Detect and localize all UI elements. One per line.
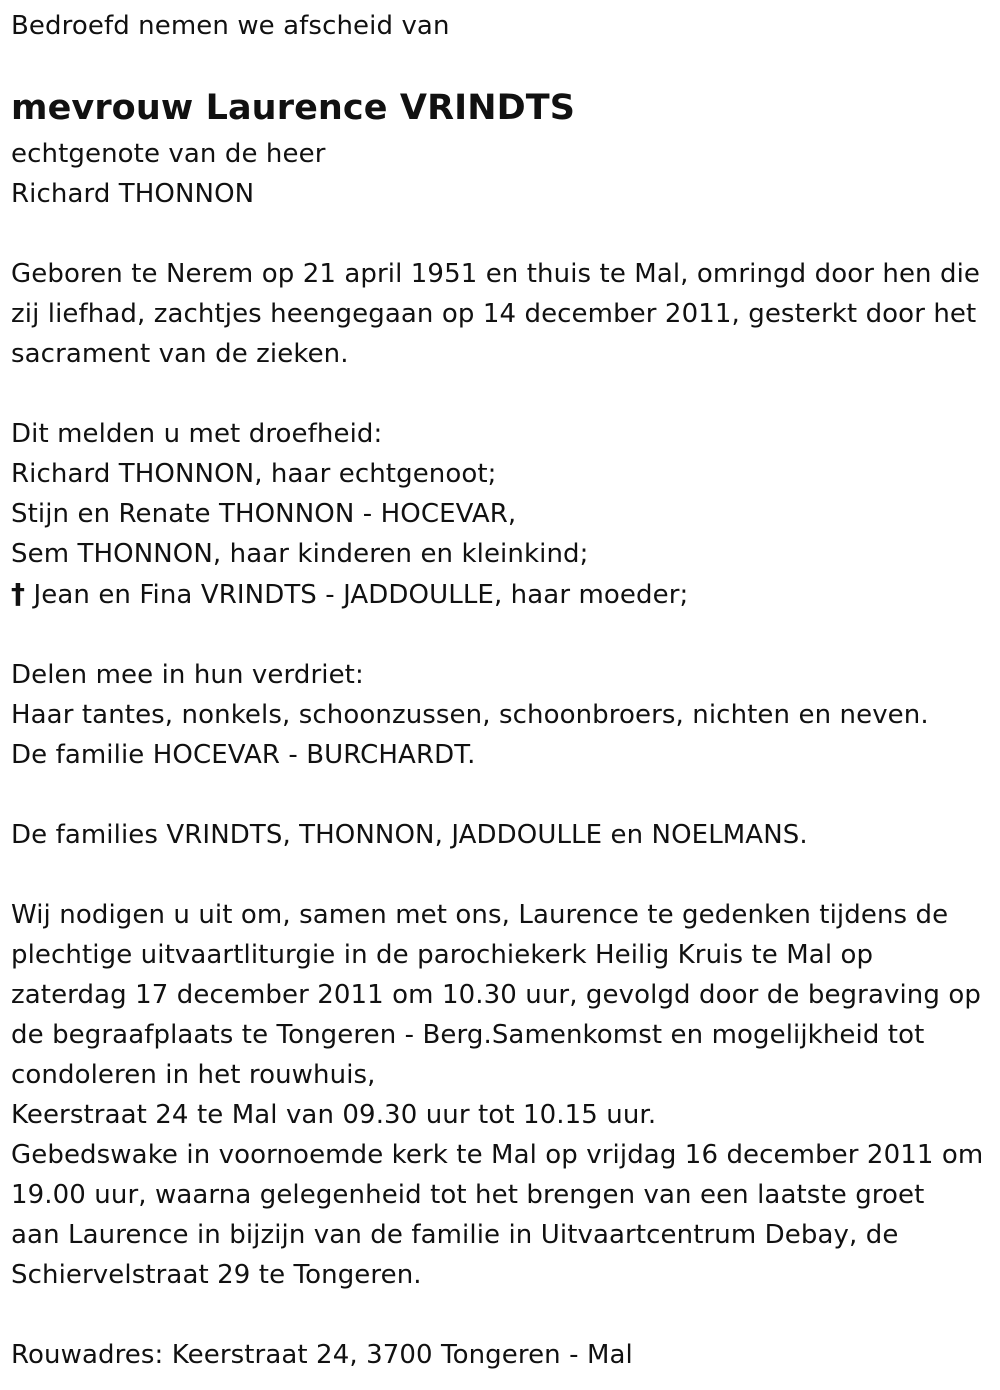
- deceased-parents-line: [11, 574, 991, 615]
- deceased-parents-text: Jean en Fina VRINDTS - JADDOULLE, haar moeder;: [33, 580, 689, 610]
- invitation-line: de begraafplaats te Tongeren - Berg.Samenkomst en mogelijkheid tot: [11, 1020, 925, 1050]
- families-line: De families VRINDTS, THONNON, JADDOULLE en NOELMANS.: [11, 820, 808, 850]
- relation-line-2: Richard THONNON: [11, 179, 255, 209]
- relation-line-1: echtgenote van de heer: [11, 139, 326, 169]
- obituary-notice: [11, 0, 991, 1375]
- invitation-line: plechtige uitvaartliturgie in de parochiekerk Heilig Kruis te Mal op: [11, 940, 874, 970]
- invitation-line: aan Laurence in bijzijn van de familie in Uitvaartcentrum Debay, de: [11, 1220, 899, 1250]
- invitation-line: Gebedswake in voornoemde kerk te Mal op vrijdag 16 december 2011 om: [11, 1140, 984, 1170]
- sharing-heading: Delen mee in hun verdriet:: [11, 660, 364, 690]
- deceased-name: mevrouw Laurence VRINDTS: [11, 88, 576, 128]
- mourning-address: Rouwadres: Keerstraat 24, 3700 Tongeren - Mal: [11, 1340, 633, 1370]
- invitation-line: zaterdag 17 december 2011 om 10.30 uur, gevolgd door de begraving op: [11, 980, 981, 1010]
- mourner-line: Richard THONNON, haar echtgenoot;: [11, 459, 497, 489]
- sharing-line: Haar tantes, nonkels, schoonzussen, schoonbroers, nichten en neven.: [11, 700, 929, 730]
- invitation-line: Keerstraat 24 te Mal van 09.30 uur tot 10.15 uur.: [11, 1100, 657, 1130]
- cross-icon: †: [11, 577, 26, 610]
- invitation-line: Schiervelstraat 29 te Tongeren.: [11, 1260, 422, 1290]
- birth-death-line: Geboren te Nerem op 21 april 1951 en thuis te Mal, omringd door hen die: [11, 259, 981, 289]
- sharing-line: De familie HOCEVAR - BURCHARDT.: [11, 740, 476, 770]
- intro-text: Bedroefd nemen we afscheid van: [11, 11, 450, 41]
- mourners-heading: Dit melden u met droefheid:: [11, 419, 383, 449]
- birth-death-line: sacrament van de zieken.: [11, 339, 349, 369]
- mourner-line: Sem THONNON, haar kinderen en kleinkind;: [11, 539, 589, 569]
- invitation-line: Wij nodigen u uit om, samen met ons, Laurence te gedenken tijdens de: [11, 900, 949, 930]
- invitation-line: condoleren in het rouwhuis,: [11, 1060, 376, 1090]
- birth-death-line: zij liefhad, zachtjes heengegaan op 14 december 2011, gesterkt door het: [11, 299, 977, 329]
- mourner-line: Stijn en Renate THONNON - HOCEVAR,: [11, 499, 517, 529]
- invitation-line: 19.00 uur, waarna gelegenheid tot het brengen van een laatste groet: [11, 1180, 925, 1210]
